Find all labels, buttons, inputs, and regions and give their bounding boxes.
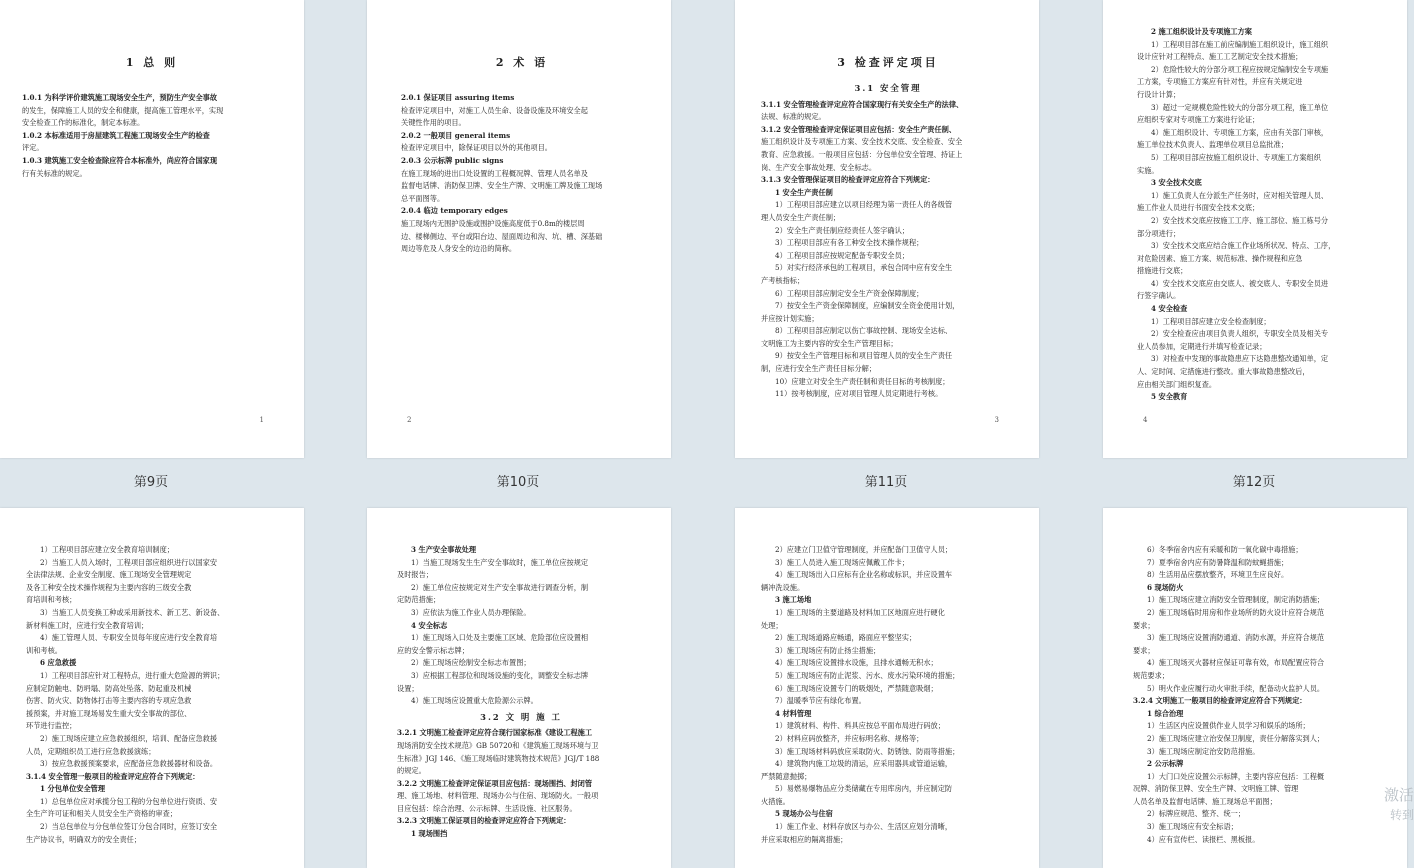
text-line: 检查评定项目中，除保证项目以外的其他项目。 [401,143,552,153]
text-line: 3）施工现场应有防止扬尘措施； [775,645,881,655]
page-heading: 3 检查评定项目 [837,56,939,69]
text-line: 1）施工现场应建立消防安全管理制度，制定消防措施； [1147,595,1325,605]
text-line: 3）应依法为施工作业人员办理保险。 [411,607,531,617]
text-line: 8）生活用品应摆放整齐，环境卫生应良好。 [1147,570,1289,580]
text-line: 处理； [761,620,783,630]
text-line: 3.2.2 文明施工检查评定保证项目应包括：现场围挡、封闭管 [397,778,593,788]
text-line: 7）按安全生产资金保障制度，应编制安全资金使用计划， [775,301,960,311]
text-line: 1 安全生产责任制 [775,187,833,197]
page-thumbnail-15[interactable] [735,508,1039,868]
text-line: 2）施工现场道路应畅通，路面应平整坚实； [775,633,917,643]
page-thumbnail-9[interactable] [0,0,304,458]
text-line: 3.2.4 文明施工一般项目的检查评定应符合下列规定： [1133,696,1307,706]
text-line: 施工单位技术负责人、监理单位项目总监批准； [1137,140,1288,150]
text-line: 辆冲洗设施。 [761,582,805,592]
text-line: 2）应建立门卫值守管理制度，并应配备门卫值守人员； [775,545,953,554]
text-line: 1）施工作业、材料存放区与办公、生活区应划分清晰， [775,822,953,832]
page-content [1137,26,1387,404]
text-line: 2）施工现场临时用房和作业场所的防火设计应符合规范 [1147,607,1325,617]
text-line: 行签字确认。 [1137,291,1181,301]
text-line: 4）安全技术交底应由交底人、被交底人、专职安全员进 [1151,278,1329,288]
text-line: 3.1.2 安全管理检查评定保证项目应包括：安全生产责任制、 [761,124,957,134]
page-number: 2 [407,416,412,424]
text-line: 定防范措施； [397,595,441,605]
text-line: 人、定时间、定措施进行整改。重大事故隐患整改后， [1137,367,1310,377]
text-line: 施工现场内无围护设施或围护设施高度低于0.8m的楼层周 [401,218,585,228]
text-line: 2.0.1 保证项目 assuring items [401,93,515,102]
text-line: 1 分包单位安全管理 [40,784,106,794]
text-line: 应的安全警示标志牌； [397,645,469,655]
text-line: 2 公示标牌 [1147,759,1184,769]
text-line: 关键性作用的项目。 [401,118,466,128]
text-line: 6）冬季宿舍内应有采暖和防一氧化碳中毒措施； [1147,545,1303,554]
page-caption-9: 第9页 [133,475,169,490]
text-line: 2）危险性较大的分部分项工程应按规定编制安全专项施 [1151,64,1329,74]
text-line: 3）当施工人员变换工种或采用新技术、新工艺、新设备、 [40,607,225,617]
text-line: 5 现场办公与住宿 [775,809,833,819]
text-line: 设置； [397,683,419,693]
page-thumbnail-14[interactable] [367,508,671,868]
text-line: 全法律法规、企业安全制度、施工现场安全管理规定 [26,570,192,580]
text-line: 1）总包单位应对承揽分包工程的分包单位进行资质、安 [40,796,218,806]
text-line: 火措施。 [761,796,790,806]
section-heading: 3.2 文 明 施 工 [480,711,562,722]
text-line: 3.1.3 安全管理保证项目的检查评定应符合下列规定： [761,175,935,185]
text-line: 8）工程项目部应制定以伤亡事故控制、现场安全达标、 [775,326,953,336]
text-line: 6 应急救援 [40,658,77,668]
text-line: 5 安全教育 [1151,392,1188,402]
page-content [761,544,1009,846]
page-number: 3 [994,416,999,424]
text-line: 1）施工负责人在分派生产任务时，应对相关管理人员、 [1151,190,1329,200]
text-line: 3）工程项目部应有各工种安全技术操作规程； [775,238,924,248]
text-line: 4 材料管理 [775,708,812,718]
text-line: 目应包括：综合治理、公示标牌、生活设施、社区服务。 [397,803,577,813]
text-line: 监督电话牌、消防保卫牌、安全生产牌、文明施工牌及施工现场 [401,181,603,191]
page-thumbnail-12[interactable] [1103,0,1407,458]
text-line: 5）对实行经济承包的工程项目，承包合同中应有安全生 [775,263,953,273]
text-line: 1）大门口处应设置公示标牌，主要内容应包括：工程概 [1147,771,1325,781]
text-line: 2）当总包单位与分包单位签订分包合同时，应签订安全 [40,822,218,832]
text-line: 4）施工现场应设置重大危险源公示牌。 [411,696,538,706]
text-line: 4）施工管理人员、专职安全员每年度应进行安全教育培 [40,633,218,643]
watermark-line-1: 激活 [1383,786,1414,804]
text-line: 育培训和考核； [26,595,77,605]
text-line: 的规定。 [397,766,426,776]
text-line: 周边等危及人身安全的边沿的简称。 [401,244,517,254]
text-line: 5）明火作业应履行动火审批手续，配备动火监护人员。 [1147,683,1325,693]
page-number: 1 [259,416,264,424]
page-thumbnail-11[interactable] [735,0,1039,458]
text-line: 4）施工现场灭火器材应保证可靠有效，布局配置应符合 [1147,658,1325,668]
text-line: 5）易燃易爆物品应分类储藏在专用库房内，并应制定防 [775,784,953,794]
text-line: 及各工种安全技术操作规程为主要内容的三级安全教 [26,582,192,592]
text-line: 2）材料应码放整齐，并应标明名称、规格等； [775,733,924,743]
text-line: 3）应根据工程部位和现场设施的变化，调整安全标志牌 [411,670,589,680]
text-line: 1 现场围挡 [411,829,448,839]
text-line: 施工作业人员进行书面安全技术交底； [1137,203,1260,213]
text-line: 理人员安全生产责任制； [761,212,841,222]
text-line: 3 安全技术交底 [1151,178,1202,188]
text-line: 并应采取相应的隔离措施； [761,834,848,844]
text-line: 行有关标准的规定。 [22,168,87,178]
text-line: 边、楼梯侧边、平台或阳台边、屋面周边和沟、坑、槽、深基础 [401,231,603,241]
text-line: 环节进行监控； [26,721,77,731]
text-line: 严禁随意抛掷； [761,771,812,781]
text-line: 4 安全标志 [411,620,448,630]
text-line: 人员名单及监督电话牌、施工现场总平面图； [1133,796,1277,806]
text-line: 生标准》JGJ 146、《施工现场临时建筑物技术规范》JGJ/T 188 [397,753,600,763]
text-line: 现场消防安全技术规范》GB 50720和《建筑施工现场环境与卫 [397,740,599,750]
text-line: 1）工程项目部在施工前应编制施工组织设计，施工组织 [1151,39,1329,49]
page-caption-12: 第12页 [1232,475,1276,490]
text-line: 2.0.2 一般项目 general items [401,130,511,140]
page-thumbnail-16[interactable] [1103,508,1407,868]
text-line: 3）施工人员进入施工现场应佩戴工作卡； [775,557,909,567]
text-line: 1.0.2 本标准适用于房屋建筑工程施工现场安全生产的检查 [22,130,210,140]
text-line: 1）工程项目部应建立以项目经理为第一责任人的各级管 [775,200,953,210]
text-line: 3 施工场地 [775,595,812,605]
section-heading: 3.1 安全管理 [854,83,922,93]
text-line: 理、施工场地、材料管理、现场办公与住宿、现场防火。一般项 [397,791,599,801]
text-line: 的发生，保障施工人员的安全和健康，提高施工管理水平，实现 [22,105,224,115]
text-line: 应组织专家对专项施工方案进行论证； [1137,115,1260,125]
text-line: 4）应有宣传栏、读报栏、黑板报。 [1147,834,1260,844]
text-line: 3）施工现场应有安全标语； [1147,822,1238,832]
text-line: 4 安全检查 [1151,304,1188,314]
text-line: 新材料施工时，应进行安全教育培训； [26,620,149,630]
text-line: 9）按安全生产管理目标和项目管理人员的安全生产责任 [775,351,953,361]
text-line: 3）施工现场应设置消防通道、消防水源，并应符合规范 [1147,633,1325,643]
text-line: 况牌、消防保卫牌、安全生产牌、文明施工牌、管理 [1133,784,1299,794]
page-content [26,544,274,846]
text-line: 业人员参加，定期进行并填写检查记录； [1137,341,1267,351]
text-line: 4）建筑物内施工垃圾的清运，应采用器具或管道运输， [775,759,953,769]
text-line: 3 生产安全事故处理 [411,545,477,554]
text-line: 行设计计算； [1137,89,1181,99]
text-line: 11）按考核制度，应对项目管理人员定期进行考核。 [775,389,943,399]
text-line: 6）工程项目部应制定安全生产资金保障制度； [775,288,924,298]
text-line: 3）施工现场材料码放应采取防火、防锈蚀、防雨等措施； [775,746,960,756]
text-line: 设计应针对工程特点、施工工艺制定安全技术措施； [1137,52,1303,62]
watermark-line-2: 转到 [1389,808,1414,822]
page-content [397,544,645,841]
text-line: 并应按计划实施； [761,313,819,323]
text-line: 1）工程项目部应建立安全教育培训制度； [40,545,174,554]
text-line: 文明施工为主要内容的安全生产管理目标； [761,338,898,348]
text-line: 2）安全检查应由项目负责人组织，专职安全员及相关专 [1151,329,1329,339]
text-line: 2）当施工人员入场时，工程项目部应组织进行以国家安 [40,557,218,567]
page-heading: 2 术 语 [495,56,549,69]
text-line: 4）工程项目部应按规定配备专职安全员； [775,250,909,260]
text-line: 产考核指标； [761,275,805,285]
text-line: 1）当施工现场发生生产安全事故时，施工单位应按规定 [411,557,589,567]
text-line: 1.0.3 建筑施工安全检查除应符合本标准外，尚应符合国家现 [22,155,218,165]
text-line: 1）工程项目部应建立安全检查制度； [1151,316,1271,326]
text-line: 1）施工现场的主要道路及材料加工区地面应进行硬化 [775,607,945,617]
text-line: 1.0.1 为科学评价建筑施工现场安全生产，预防生产安全事故 [22,93,218,102]
text-line: 10）应建立对安全生产责任制和责任目标的考核制度； [775,376,950,386]
text-line: 2.0.4 临边 temporary edges [401,206,508,216]
text-line: 3）安全技术交底应结合施工作业场所状况、特点、工序， [1151,241,1336,251]
text-line: 训和考核。 [26,645,62,655]
text-line: 2.0.3 公示标牌 public signs [401,155,504,165]
text-line: 总平面图等。 [401,193,445,203]
text-line: 岗、生产安全事故处理、安全标志。 [761,162,877,172]
text-line: 法规、标准的规定。 [761,112,826,122]
text-line: 2）安全生产责任制应经责任人签字确认； [775,225,909,235]
text-line: 5）工程项目部应按施工组织设计、专项施工方案组织 [1151,152,1321,162]
text-line: 评定。 [22,143,44,153]
text-line: 4）施工组织设计、专项施工方案，应由有关部门审核， [1151,127,1329,137]
text-line: 应制定防触电、防坍塌、防高处坠落、防起重及机械 [26,683,192,693]
text-line: 7）温暖季节应有绿化布置。 [775,696,866,706]
text-line: 2）施工现场应绘制安全标志布置图； [411,658,531,668]
text-line: 制，应进行安全生产责任目标分解； [761,364,877,374]
page-content [22,56,282,180]
text-line: 2）标牌应规范、整齐、统一； [1147,809,1246,819]
text-line: 工方案，专项施工方案应有针对性，并应有关规定进 [1137,77,1303,87]
text-line: 对危险因素、施工方案、规范标准、操作规程和应急 [1137,253,1303,263]
text-line: 援预案，并对施工现场易发生重大安全事故的部位、 [26,708,192,718]
text-line: 4）施工现场应设置排水设施，且排水通畅无积水； [775,658,938,668]
text-line: 7）夏季宿舍内应有防暑降温和防蚊蝇措施； [1147,557,1289,567]
page-number: 4 [1143,416,1148,424]
text-line: 全生产许可证和相关人员安全生产资格的审查； [26,809,177,819]
text-line: 2）施工现场应建立治安保卫制度，责任分解落实到人； [1147,733,1325,743]
text-line: 伤害、防火灾、防物体打击等主要内容的专项应急救 [26,696,192,706]
text-line: 3.2.3 文明施工保证项目的检查评定应符合下列规定： [397,816,571,826]
text-line: 1）建筑材料、构件、料具应按总平面布局进行码放； [775,721,945,731]
text-line: 1 综合治理 [1147,708,1184,718]
page-caption-10: 第10页 [496,475,540,490]
text-line: 3）对检查中发现的事故隐患应下达隐患整改通知单，定 [1151,354,1329,364]
text-line: 措施进行交底； [1137,266,1188,276]
page-heading: 1 总 则 [125,56,179,69]
page-content [761,56,1015,401]
text-line: 规范要求； [1133,670,1169,680]
text-line: 2 施工组织设计及专项施工方案 [1151,27,1252,36]
page-content [1133,544,1383,846]
text-line: 2）施工单位应按规定对生产安全事故进行调查分析，制 [411,582,589,592]
text-line: 2）安全技术交底应按施工工序、施工部位、施工栋号分 [1151,215,1329,225]
page-content [401,56,643,256]
text-line: 3.2.1 文明施工检查评定应符合现行国家标准《建设工程施工 [397,728,593,738]
text-line: 1）工程项目部应针对工程特点，进行重大危险源的辨识； [40,670,225,680]
text-line: 3.1.4 安全管理一般项目的检查评定应符合下列规定： [26,771,200,781]
page-thumbnail-13[interactable] [0,508,304,868]
text-line: 5）施工现场应有防止泥浆、污水、废水污染环境的措施； [775,670,960,680]
text-line: 1）生活区内应设置供作业人员学习和娱乐的场所； [1147,721,1310,731]
text-line: 应由相关部门组织复查。 [1137,379,1217,389]
text-line: 3）按应急救援预案要求，应配备应急救援器材和设备。 [40,759,218,769]
activation-watermark [1384,785,1414,825]
text-line: 人员，定期组织员工进行应急救援演练； [26,746,156,756]
text-line: 安全检查工作的标准化，制定本标准。 [22,118,145,128]
text-line: 要求； [1133,645,1155,655]
text-line: 3）施工现场应制定治安防范措施。 [1147,746,1260,756]
text-line: 3.1.1 安全管理检查评定应符合国家现行有关安全生产的法律、 [761,99,964,109]
text-line: 教育、应急救援。一般项目应包括：分包单位安全管理、持证上 [761,149,963,159]
text-line: 3）超过一定规模危险性较大的分部分项工程，施工单位 [1151,102,1329,112]
text-line: 2）施工现场应建立应急救援组织，培训、配备应急救援 [40,733,218,743]
text-line: 施工组织设计及专项施工方案、安全技术交底、安全检查、安全 [761,137,963,147]
text-line: 生产协议书，明确双方的安全责任； [26,834,142,844]
text-line: 及时报告； [397,570,433,580]
text-line: 1）施工现场入口处及主要施工区域、危险部位应设置相 [411,633,589,643]
text-line: 要求； [1133,620,1155,630]
text-line: 实施。 [1137,165,1159,175]
text-line: 部分项进行； [1137,228,1181,238]
text-line: 6 现场防火 [1147,582,1184,592]
page-caption-11: 第11页 [864,475,908,490]
text-line: 检查评定项目中，对施工人员生命、设备设施及环境安全起 [401,105,588,115]
text-line: 4）施工现场出入口应标有企业名称或标识，并应设置车 [775,570,953,580]
text-line: 6）施工现场应设置专门的吸烟处，严禁随意吸烟； [775,683,938,693]
text-line: 在施工现场的进出口处设置的工程概况牌、管理人员名单及 [401,168,588,178]
page-thumbnail-10[interactable] [367,0,671,458]
